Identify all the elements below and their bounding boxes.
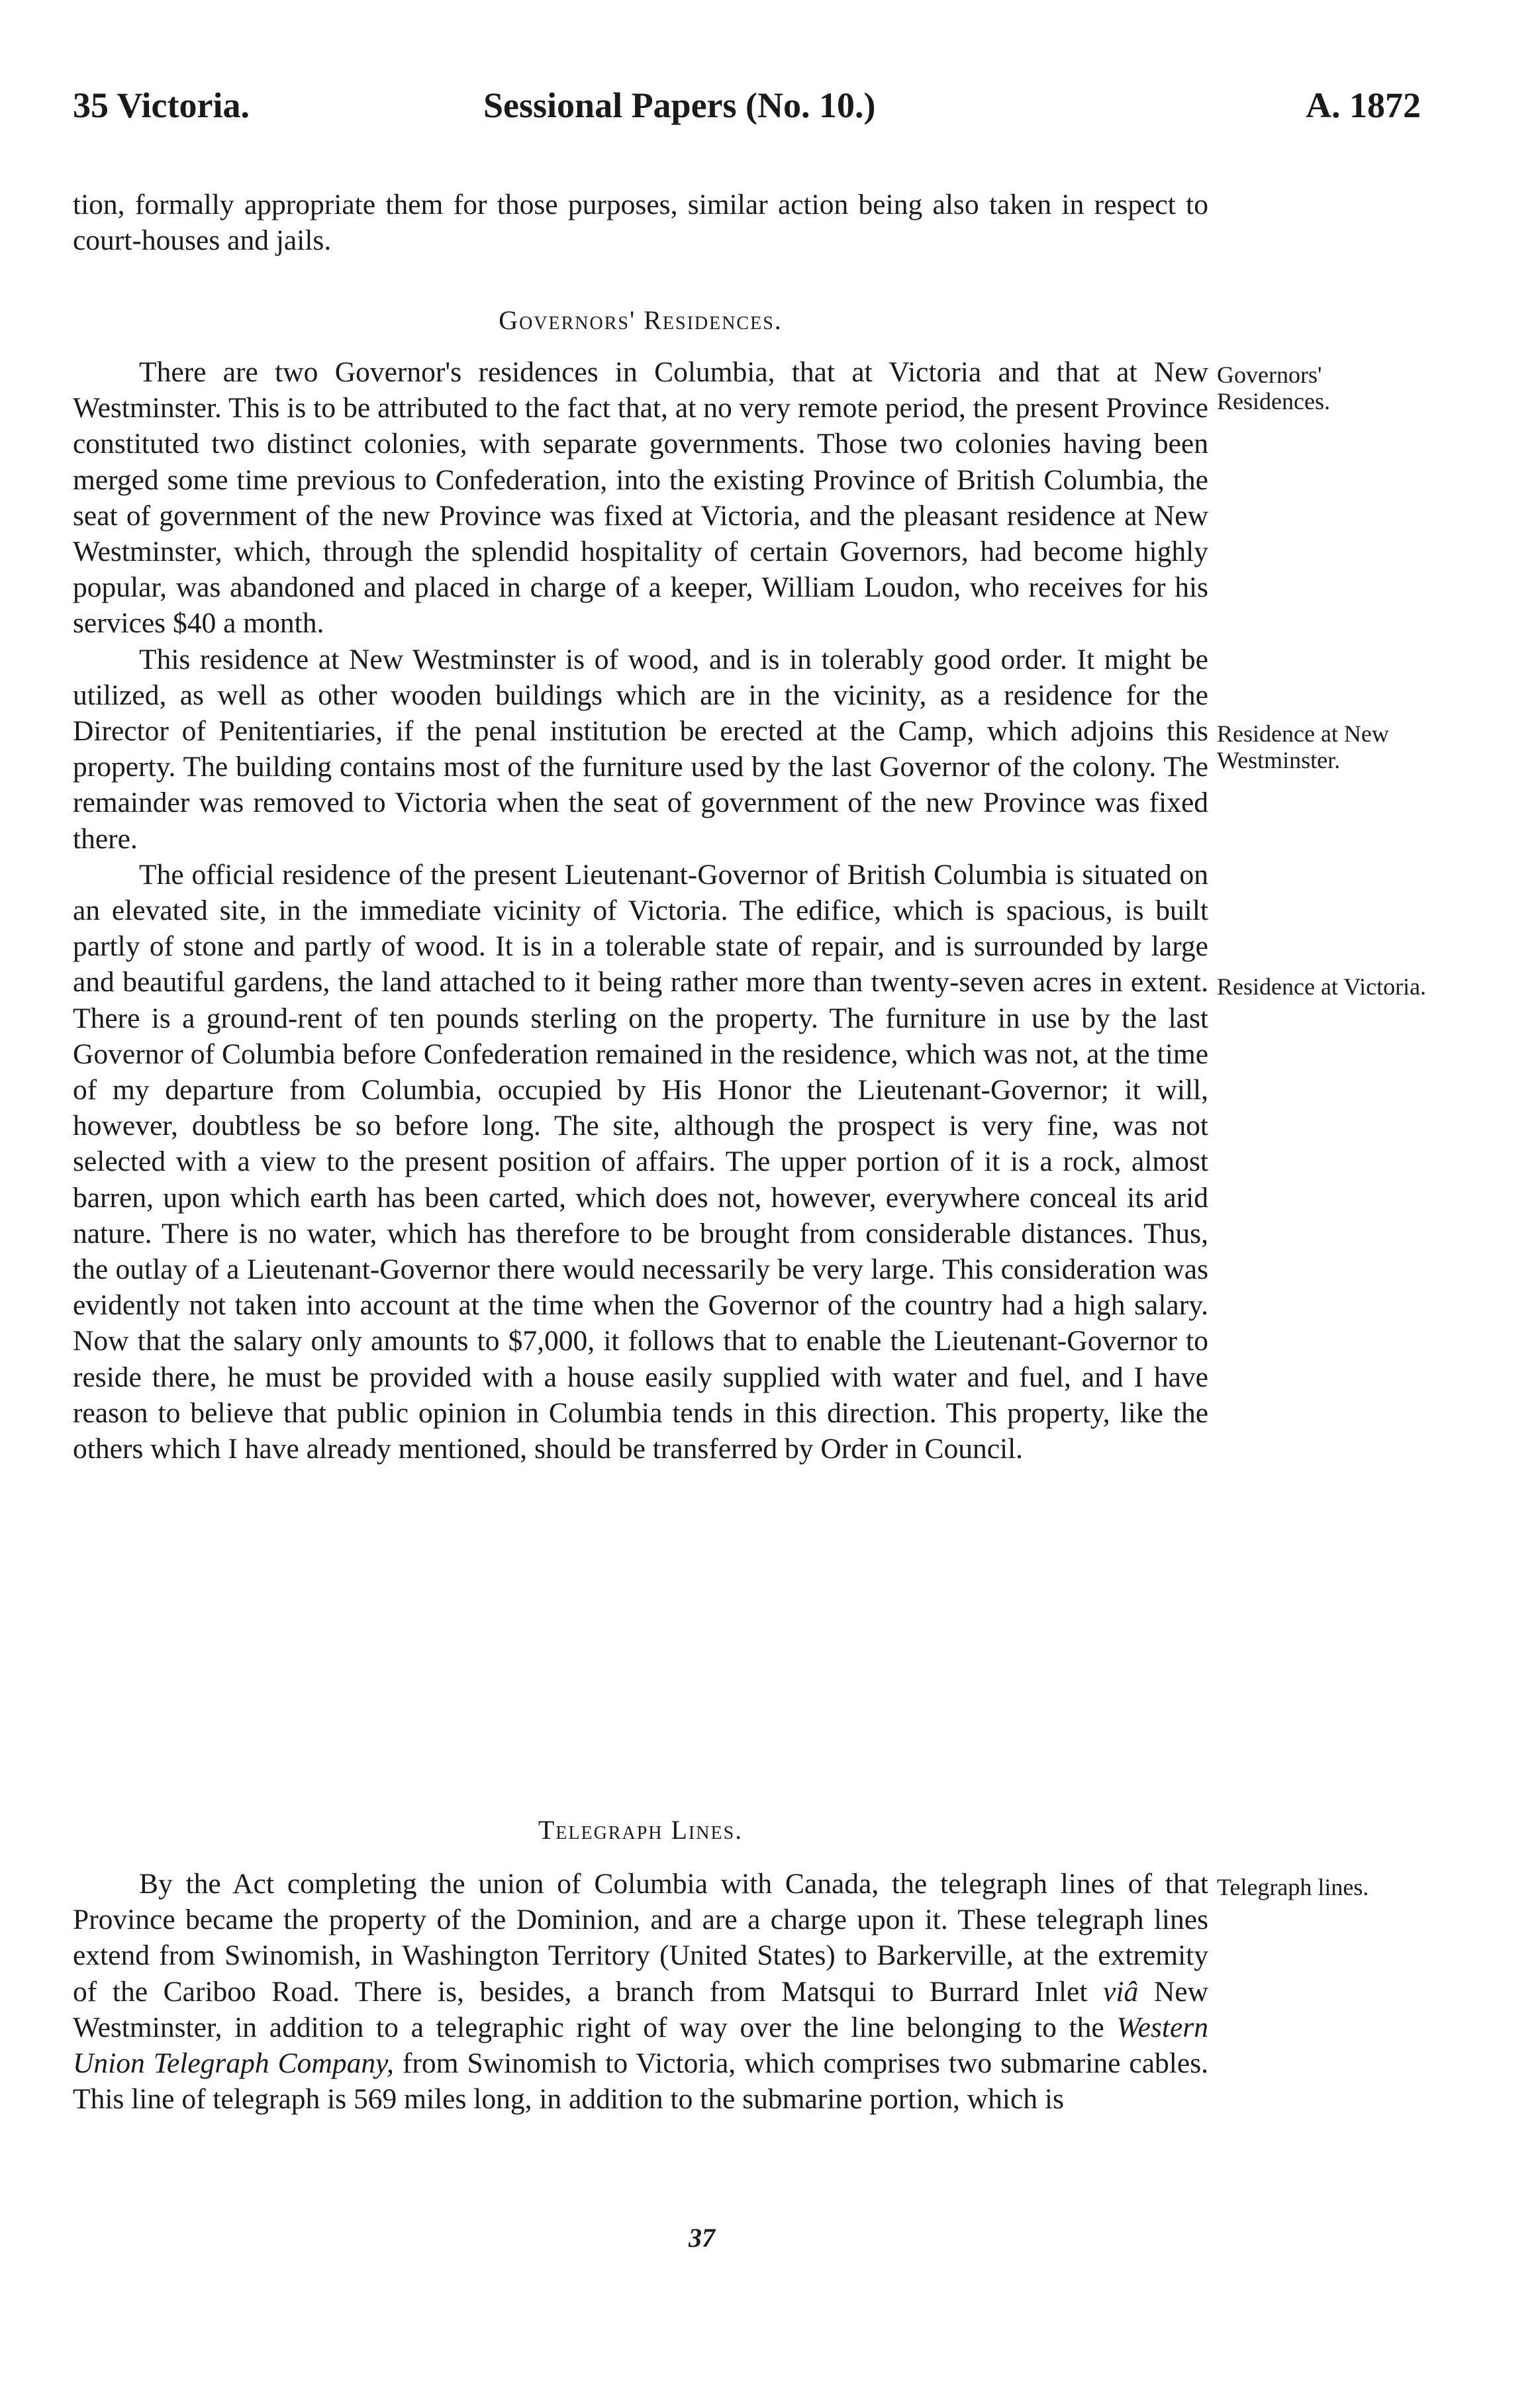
margin-note-governors-residences: Governors' Residences.	[1217, 362, 1330, 415]
intro-text: tion, formally appropriate them for those purposes, similar action being also taken in respect to court-houses and jails.	[73, 189, 1208, 257]
intro-paragraph	[73, 187, 1208, 258]
governors-para-2: This residence at New Westminster is of wood, and is in tolerably good order. It might be utilized, as well as other wooden buildings which are in the vicinity, as a residence for the Director of Penitentiaries, if the penal institution be erected at the Camp, which adjoins this property. The building contains most of the furniture used by the last Governor of the colony. The remainder was removed to Victoria when the seat of government of the new Province was fixed there.	[73, 643, 1208, 855]
via-italic: viâ	[1103, 1975, 1139, 2008]
margin-note-residence-victoria: Residence at Victoria.	[1217, 973, 1427, 1000]
margin-note-telegraph-lines: Telegraph lines.	[1217, 1874, 1369, 1900]
margin-note-residence-new-westminster: Residence at New Westminster.	[1217, 720, 1389, 773]
page-number: 37	[689, 2223, 715, 2253]
header-title: Sessional Papers (No. 10.)	[483, 85, 876, 125]
header-year: A. 1872	[1306, 85, 1421, 125]
section-governors-body	[73, 354, 1208, 1467]
section-heading-telegraph: Telegraph Lines.	[538, 1815, 744, 1845]
section-telegraph-body	[73, 1866, 1208, 2117]
governors-para-1: There are two Governor's residences in Columbia, that at Victoria and that at New Westminster. This is to be attributed to the fact that, at no very remote period, the present Province constituted two distinct colonies, with separate governments. Those two colonies having been merged some time previous to Confederation, into the existing Province of British Columbia, the seat of government of the new Province was fixed at Victoria, and the pleasant residence at New Westminster, which, through the splendid hospitality of certain Governors, had become highly popular, was abandoned and placed in charge of a keeper, William Loudon, who receives for his services $40 a month.	[73, 356, 1208, 640]
section-heading-governors: Governors' Residences.	[499, 305, 783, 335]
telegraph-para-1: By the Act completing the union of Columbia with Canada, the telegraph lines of that Province became the property of the Dominion, and are a charge upon it. These telegraph lines extend from Swinomish, in Washington Territory (United States) to Barkerville, at the extremity of the Cariboo Road. There is, besides, a branch from Matsqui to Burrard Inlet viâ New Westminster, in addition to a telegraphic right of way over the line belonging to the Western Union Telegraph Company, from Swinomish to Victoria, which comprises two submarine cables. This line of telegraph is 569 miles long, in addition to the submarine portion, which is	[73, 1868, 1208, 2116]
company-name: Western Union Telegraph Company,	[73, 2011, 1208, 2080]
page-header	[73, 85, 1421, 138]
governors-para-3: The official residence of the present Lieutenant-Governor of British Columbia is situated on an elevated site, in the immediate vicinity of Victoria. The edifice, which is spacious, is built partly of stone and partly of wood. It is in a tolerable state of repair, and is surrounded by large and beautiful gardens, the land attached to it being rather more than twenty-seven acres in extent. There is a ground-rent of ten pounds sterling on the property. The furniture in use by the last Governor of Columbia before Confederation remained in the residence, which was not, at the time of my departure from Columbia, occupied by His Honor the Lieutenant-Governor; it will, however, doubtless be so before long. The site, although the prospect is very fine, was not selected with a view to the present position of affairs. The upper portion of it is a rock, almost barren, upon which earth has been carted, which does not, however, everywhere conceal its arid nature. There is no water, which has therefore to be brought from considerable distances. Thus, the outlay of a Lieutenant-Governor there would necessarily be very large. This consideration was evidently not taken into account at the time when the Governor of the country had a high salary. Now that the salary only amounts to $7,000, it follows that to enable the Lieutenant-Governor to reside there, he must be provided with a house easily supplied with water and fuel, and I have reason to believe that public opinion in Columbia tends in this direction. This property, like the others which I have already mentioned, should be transferred by Order in Council.	[73, 858, 1208, 1465]
header-volume: 35 Victoria.	[73, 85, 250, 125]
